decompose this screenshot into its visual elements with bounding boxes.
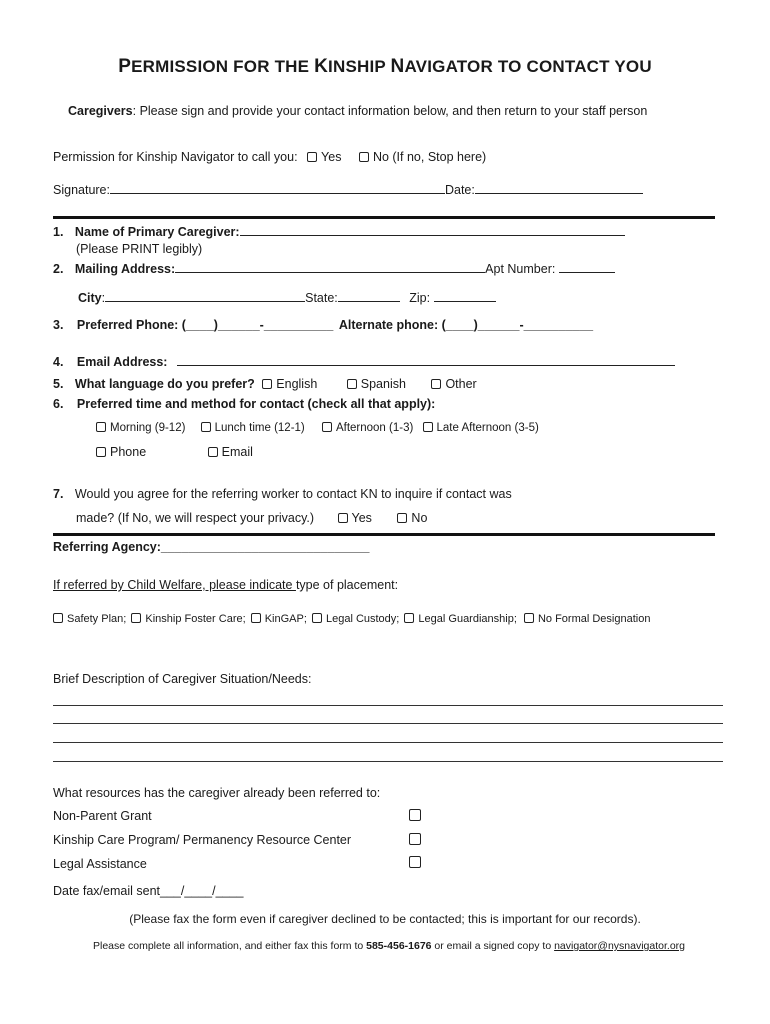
section-divider bbox=[53, 533, 715, 536]
lunch-checkbox[interactable] bbox=[201, 422, 211, 432]
email-field[interactable] bbox=[177, 354, 675, 366]
placement-underlined: If referred by Child Welfare, please indicate bbox=[53, 578, 296, 592]
alternate-phone-field[interactable]: Alternate phone: (____)______-__________ bbox=[338, 318, 594, 332]
email-link[interactable]: navigator@nysnavigator.org bbox=[554, 940, 685, 952]
q1-row bbox=[53, 224, 625, 239]
q3-number: 3. bbox=[53, 318, 64, 332]
q7-line2: made? (If No, we will respect your privacy.) bbox=[76, 511, 315, 525]
placement-rest: type of placement: bbox=[295, 578, 399, 592]
section-divider bbox=[53, 216, 715, 219]
title-part: P bbox=[118, 56, 132, 77]
legal-custody-label: Legal Custody; bbox=[325, 613, 400, 625]
title-part: K bbox=[314, 56, 329, 77]
q6-number: 6. bbox=[53, 397, 64, 411]
email-checkbox[interactable] bbox=[208, 447, 218, 457]
referring-agency-field[interactable]: Referring Agency:______________________________ bbox=[53, 540, 370, 554]
kinship-foster-checkbox[interactable] bbox=[131, 613, 141, 623]
resource-label: Legal Assistance bbox=[53, 857, 147, 871]
description-label: Brief Description of Caregiver Situation/Needs: bbox=[53, 672, 312, 686]
signature-label: Signature: bbox=[53, 183, 110, 197]
phone-label: Phone bbox=[110, 445, 147, 459]
safety-plan-checkbox[interactable] bbox=[53, 613, 63, 623]
kingap-checkbox[interactable] bbox=[251, 613, 261, 623]
q2-row bbox=[53, 261, 615, 276]
q7-no-checkbox[interactable] bbox=[397, 513, 407, 523]
email-label: Email bbox=[221, 445, 253, 459]
q7-yes-checkbox[interactable] bbox=[338, 513, 348, 523]
other-label: Other bbox=[445, 377, 477, 391]
permission-no-checkbox[interactable] bbox=[359, 152, 369, 162]
q7-no-label: No bbox=[411, 511, 428, 525]
permission-row bbox=[53, 150, 486, 164]
permission-label: Permission for Kinship Navigator to call you: bbox=[53, 150, 298, 164]
description-line[interactable] bbox=[53, 705, 723, 706]
english-checkbox[interactable] bbox=[262, 379, 272, 389]
title-part: AVIGATOR TO CONTACT YOU bbox=[404, 57, 652, 76]
spanish-checkbox[interactable] bbox=[347, 379, 357, 389]
footer-note: (Please fax the form even if caregiver declined to be contacted; this is important for our records). bbox=[129, 912, 641, 926]
q5-label: What language do you prefer? bbox=[74, 377, 255, 391]
zip-field[interactable] bbox=[434, 290, 496, 302]
intro-bold: Caregivers bbox=[68, 104, 133, 118]
apt-field[interactable] bbox=[559, 261, 615, 273]
apt-label: Apt Number: bbox=[485, 262, 556, 276]
permission-yes-checkbox[interactable] bbox=[307, 152, 317, 162]
resource-label: Non-Parent Grant bbox=[53, 809, 152, 823]
safety-plan-label: Safety Plan; bbox=[67, 613, 127, 625]
fax-number: 585-456-1676 bbox=[366, 940, 432, 952]
title-part: N bbox=[390, 56, 405, 77]
afternoon-checkbox[interactable] bbox=[322, 422, 332, 432]
city-field[interactable] bbox=[105, 290, 305, 302]
q2-label: Mailing Address: bbox=[74, 262, 176, 276]
permission-no-label: No (If no, Stop here) bbox=[372, 150, 487, 164]
q6-label: Preferred time and method for contact (check all that apply): bbox=[76, 397, 436, 411]
title-part: INSHIP bbox=[328, 57, 391, 76]
caregiver-name-field[interactable] bbox=[240, 224, 625, 236]
q6-row bbox=[53, 397, 435, 411]
q5-row bbox=[53, 377, 477, 391]
signature-field[interactable] bbox=[110, 182, 445, 194]
legal-custody-checkbox[interactable] bbox=[312, 613, 322, 623]
method-options-row bbox=[96, 445, 253, 459]
resource-label: Kinship Care Program/ Permanency Resource Center bbox=[53, 833, 352, 847]
description-line[interactable] bbox=[53, 723, 723, 724]
zip-label: Zip: bbox=[409, 291, 431, 305]
state-label: State: bbox=[305, 291, 338, 305]
other-checkbox[interactable] bbox=[431, 379, 441, 389]
q5-number: 5. bbox=[53, 377, 64, 391]
intro-text bbox=[68, 104, 647, 118]
phone-checkbox[interactable] bbox=[96, 447, 106, 457]
q1-number: 1. bbox=[53, 225, 64, 239]
placement-options-row bbox=[53, 613, 650, 625]
q1-label: Name of Primary Caregiver: bbox=[74, 225, 240, 239]
non-parent-grant-checkbox[interactable] bbox=[409, 809, 421, 821]
spanish-label: Spanish bbox=[360, 377, 406, 391]
mailing-address-field[interactable] bbox=[175, 261, 485, 273]
intro-rest: : Please sign and provide your contact information below, and then return to your staff person bbox=[132, 104, 648, 118]
page-title bbox=[0, 56, 770, 78]
title-part: ERMISSION FOR THE bbox=[131, 57, 315, 76]
late-afternoon-checkbox[interactable] bbox=[423, 422, 433, 432]
morning-label: Morning (9-12) bbox=[110, 422, 186, 434]
english-label: English bbox=[276, 377, 318, 391]
signature-row bbox=[53, 182, 643, 197]
footer-instructions bbox=[0, 940, 770, 952]
city-row: City: State: Zip: bbox=[78, 290, 496, 305]
late-afternoon-label: Late Afternoon (3-5) bbox=[436, 422, 539, 434]
afternoon-label: Afternoon (1-3) bbox=[335, 422, 414, 434]
date-field[interactable] bbox=[475, 182, 643, 194]
q3-row bbox=[53, 318, 593, 332]
kinship-care-checkbox[interactable] bbox=[409, 833, 421, 845]
description-line[interactable] bbox=[53, 742, 723, 743]
no-formal-designation-label: No Formal Designation bbox=[537, 613, 651, 625]
footer-pre: Please complete all information, and either fax this form to bbox=[92, 940, 367, 952]
date-sent-field[interactable]: Date fax/email sent___/____/____ bbox=[53, 884, 244, 898]
q2-number: 2. bbox=[53, 262, 64, 276]
resources-label: What resources has the caregiver already been referred to: bbox=[53, 786, 381, 800]
kinship-foster-label: Kinship Foster Care; bbox=[145, 613, 246, 625]
legal-assistance-checkbox[interactable] bbox=[409, 856, 421, 868]
permission-yes-label: Yes bbox=[321, 150, 342, 164]
q7-line2-row bbox=[76, 511, 427, 525]
city-label: City bbox=[78, 291, 102, 305]
state-field[interactable] bbox=[338, 290, 400, 302]
kingap-label: KinGAP; bbox=[264, 613, 307, 625]
time-options-row bbox=[96, 422, 539, 434]
q4-number: 4. bbox=[53, 355, 64, 369]
footer-mid: or email a signed copy to bbox=[431, 940, 555, 952]
q7-number: 7. bbox=[53, 487, 64, 501]
legal-guardianship-label: Legal Guardianship; bbox=[418, 613, 517, 625]
lunch-label: Lunch time (12-1) bbox=[214, 422, 305, 434]
q4-label: Email Address: bbox=[76, 355, 168, 369]
preferred-phone-field[interactable]: Preferred Phone: (____)______-__________ bbox=[76, 318, 334, 332]
description-line[interactable] bbox=[53, 761, 723, 762]
q7-yes-label: Yes bbox=[351, 511, 372, 525]
q4-row bbox=[53, 354, 675, 369]
q7-row bbox=[53, 487, 512, 501]
placement-heading bbox=[53, 578, 398, 592]
q1-note: (Please PRINT legibly) bbox=[76, 242, 203, 256]
morning-checkbox[interactable] bbox=[96, 422, 106, 432]
legal-guardianship-checkbox[interactable] bbox=[404, 613, 414, 623]
no-formal-designation-checkbox[interactable] bbox=[524, 613, 534, 623]
q7-line1: Would you agree for the referring worker to contact KN to inquire if contact was bbox=[74, 487, 512, 501]
date-label: Date: bbox=[444, 183, 475, 197]
